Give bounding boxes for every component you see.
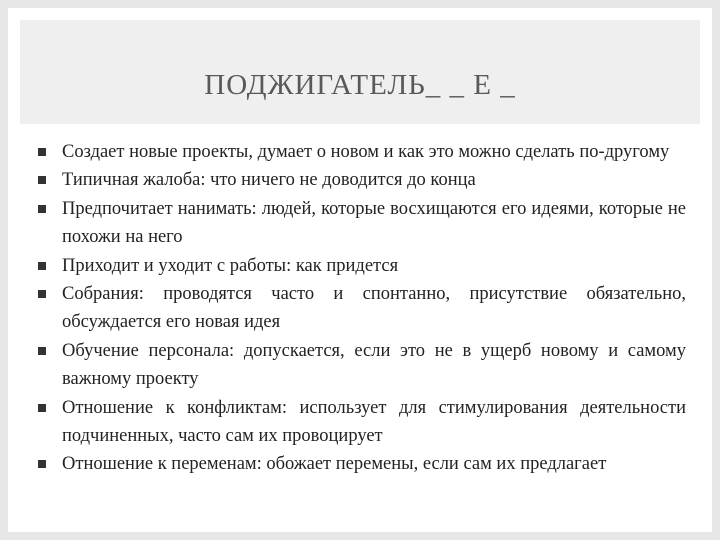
bullet-text: Приходит и уходит с работы: как придется	[62, 255, 399, 276]
square-bullet-icon	[38, 404, 46, 412]
bullet-item	[36, 337, 686, 394]
bullet-item	[36, 138, 686, 166]
bullet-item	[36, 394, 686, 451]
bullet-text: Обучение персонала: допускается, если это не в ущерб новому и самому важному проекту	[62, 340, 686, 390]
bullet-text: Создает новые проекты, думает о новом и как это можно сделать по-другому	[62, 142, 670, 162]
bullet-item	[36, 252, 686, 280]
bullet-text: Предпочитает нанимать: людей, которые восхищаются его идеями, которые не похожи на него	[62, 198, 686, 248]
bullet-item	[36, 195, 686, 252]
bullet-item	[36, 166, 686, 194]
square-bullet-icon	[38, 347, 46, 355]
bullet-item	[36, 450, 686, 478]
bullet-text: Отношение к переменам: обожает перемены, если сам их предлагает	[62, 454, 607, 475]
slide	[8, 8, 712, 532]
title-band	[20, 20, 700, 124]
bullet-text: Типичная жалоба: что ничего не доводится до конца	[62, 170, 476, 191]
square-bullet-icon	[38, 460, 46, 468]
square-bullet-icon	[38, 262, 46, 270]
square-bullet-icon	[38, 176, 46, 184]
square-bullet-icon	[38, 148, 46, 156]
bullet-text: Собрания: проводятся часто и спонтанно, присутствие обязательно, обсуждается его новая идея	[62, 284, 686, 333]
square-bullet-icon	[38, 290, 46, 298]
slide-title: ПОДЖИГАТЕЛЬ_ _ Е _	[204, 68, 516, 101]
bullet-item	[36, 280, 686, 337]
bullet-text: Отношение к конфликтам: использует для стимулирования деятельности подчиненных, часто сам их провоцирует	[62, 397, 686, 447]
bullet-list	[36, 138, 686, 479]
square-bullet-icon	[38, 205, 46, 213]
